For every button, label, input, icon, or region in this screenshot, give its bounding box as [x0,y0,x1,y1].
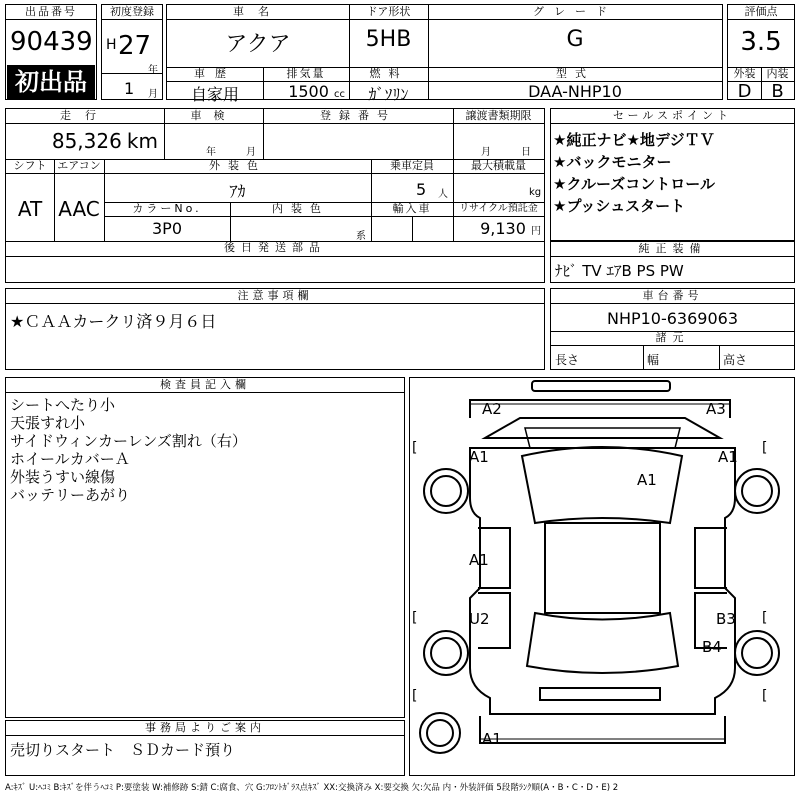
length-label: 長さ [555,353,580,367]
damage-mark: B4 [702,638,722,656]
transfer-label: 譲渡書類期限 [465,109,532,122]
displacement-label: 排気量 [286,67,326,80]
car-diagram [409,377,795,776]
chassis-box [550,288,795,370]
inspector-box [5,377,405,718]
score-box [727,4,795,100]
inspector-label: 検査員記入欄 [6,378,404,393]
score-value: 3.5 [740,27,782,57]
bracket-left-bot: [ [412,688,418,704]
sales-points-label: セールスポイント [551,109,794,124]
reg-month: 1 [124,79,135,98]
chassis-number: NHP10-6369063 [606,309,739,328]
model-code: DAA-NHP10 [528,82,622,101]
inspector-line-1: シートへたり小 [10,396,116,414]
inspector-line-3: サイドウィンカーレンズ割れ（右） [10,432,247,450]
bracket-right-top: [ [762,440,768,456]
reg-month-unit: 月 [148,89,158,100]
history: 自家用 [190,85,239,104]
inspection-year-unit: 年 [206,147,216,158]
sales-points-box [550,108,795,241]
chassis-label: 車台番号 [551,289,794,304]
ext-color-label: 外装色 [209,159,266,172]
car-name-label: 車名 [233,5,283,18]
bracket-left-mid: [ [412,610,418,626]
reg-number-label: 登録番号 [320,109,396,122]
bracket-right-bot: [ [762,688,768,704]
capacity: 5 [416,180,427,199]
recycle-label: リサイクル預託金 [459,203,538,214]
equipment-label: 純正装備 [551,242,794,257]
grade: G [566,27,584,52]
reg-year-unit: 年 [148,65,158,76]
grade-label: グレード [533,5,617,18]
damage-mark: A2 [482,400,502,418]
mileage [6,129,164,153]
max-load-unit: kg [529,187,542,198]
bracket-right-mid: [ [762,610,768,626]
ext-color: ｱｶ [229,182,246,201]
ext-grade: D [737,81,752,102]
history-label: 車歴 [194,67,236,80]
reg-year: 27 [118,31,152,61]
score-label: 評価点 [728,5,794,20]
color-no-label: カラーNo. [132,202,202,215]
ext-grade-label: 外装 [733,67,756,80]
inspector-line-6: バッテリーあがり [10,486,131,504]
car-outline [410,378,794,775]
recycle-unit: 円 [531,226,541,237]
inspector-line-5: 外装うすい線傷 [10,468,116,486]
lot-number: 90439 [10,27,93,57]
notice-box [5,288,545,370]
inspection-month-unit: 月 [246,147,256,158]
mileage-unit: km [126,129,158,153]
damage-mark: A1 [469,551,489,569]
sales-point-1: ★純正ナビ★地デジＴＶ [553,131,715,149]
displacement-unit: cc [334,89,345,100]
transfer-month-unit: 月 [481,147,491,158]
damage-mark: A1 [637,471,657,489]
reg-label: 初度登録 [102,5,162,20]
inspection-label: 車検 [190,109,237,122]
sales-point-3: ★クルーズコントロール [553,175,715,193]
fuel: ｶﾞｿﾘﾝ [368,85,409,104]
width-label: 幅 [647,353,660,367]
damage-mark: A1 [469,448,489,466]
equipment-box [550,241,795,283]
lot-label: 出品番号 [6,5,96,20]
aircon-label: エアコン [57,159,101,172]
reg-box [101,4,163,100]
capacity-unit: 人 [438,189,448,200]
int-color-label: 内装色 [272,202,329,215]
transfer-day-unit: 日 [521,147,531,158]
damage-mark: A3 [706,400,726,418]
reg-era: H [106,37,117,53]
first-listing-badge: 初出品 [7,65,95,99]
shift-label: シフト [13,159,47,172]
main-header-box [166,4,723,104]
mileage-value: 85,326 [51,129,122,153]
color-no: 3P0 [151,219,182,238]
shift: AT [17,197,43,221]
model-label: 型式 [556,67,594,80]
inspector-line-2: 天張すれ小 [10,414,86,432]
office-box [5,720,405,776]
notice-text: ★ＣＡＡカークリ済９月６日 [10,312,217,331]
door-type: 5HB [365,27,412,52]
legend: A:ｷｽﾞ U:ﾍｺﾐ B:ｷｽﾞを伴うﾍｺﾐ P:要塗装 W:補修跡 S:錆 C:腐食、穴 G:ﾌﾛﾝﾄｶﾞﾗｽ点ｷｽﾞ XX:交換済み X:要交換 欠:欠品 内・外装評価 5段階ﾗﾝｸ順(A・B・C・D・E) 2 [5,783,619,793]
bracket-left-top: [ [412,440,418,456]
int-grade-label: 内装 [766,67,789,80]
notice-label: 注意事項欄 [6,289,544,304]
max-load-label: 最大積載量 [471,159,526,172]
aircon: AAC [58,197,100,221]
displacement [263,82,349,101]
damage-mark: A1 [718,448,738,466]
damage-mark: U2 [469,610,490,628]
capacity-label: 乗車定員 [390,159,434,172]
recycle-value: 9,130 [480,219,526,238]
spec-box [5,108,545,283]
mileage-label: 走行 [60,109,110,122]
damage-mark: B3 [716,610,736,628]
int-grade: B [771,81,784,102]
sales-point-2: ★バックモニター [553,153,672,171]
fuel-label: 燃料 [369,67,408,80]
office-label: 事務局よりご案内 [6,721,404,736]
car-name: アクア [225,32,291,57]
import-label: 輸入車 [392,202,432,215]
sales-point-4: ★プッシュスタート [553,197,686,215]
equipment-value: ﾅﾋﾞ TV ｴｱB PS PW [555,262,684,280]
door-label: ドア形状 [366,5,411,18]
displacement-value: 1500 [288,82,329,101]
int-color-unit: 系 [356,231,366,242]
height-label: 高さ [723,353,748,367]
inspector-line-4: ホイールカバーＡ [10,450,130,468]
later-parts-label: 後日発送部品 [224,241,326,254]
lot-box [5,4,97,100]
office-text: 売切りスタート ＳＤカード預り [10,741,236,759]
damage-mark: A1 [482,730,502,748]
recycle [453,219,544,238]
dims-label: 諸元 [655,331,690,344]
